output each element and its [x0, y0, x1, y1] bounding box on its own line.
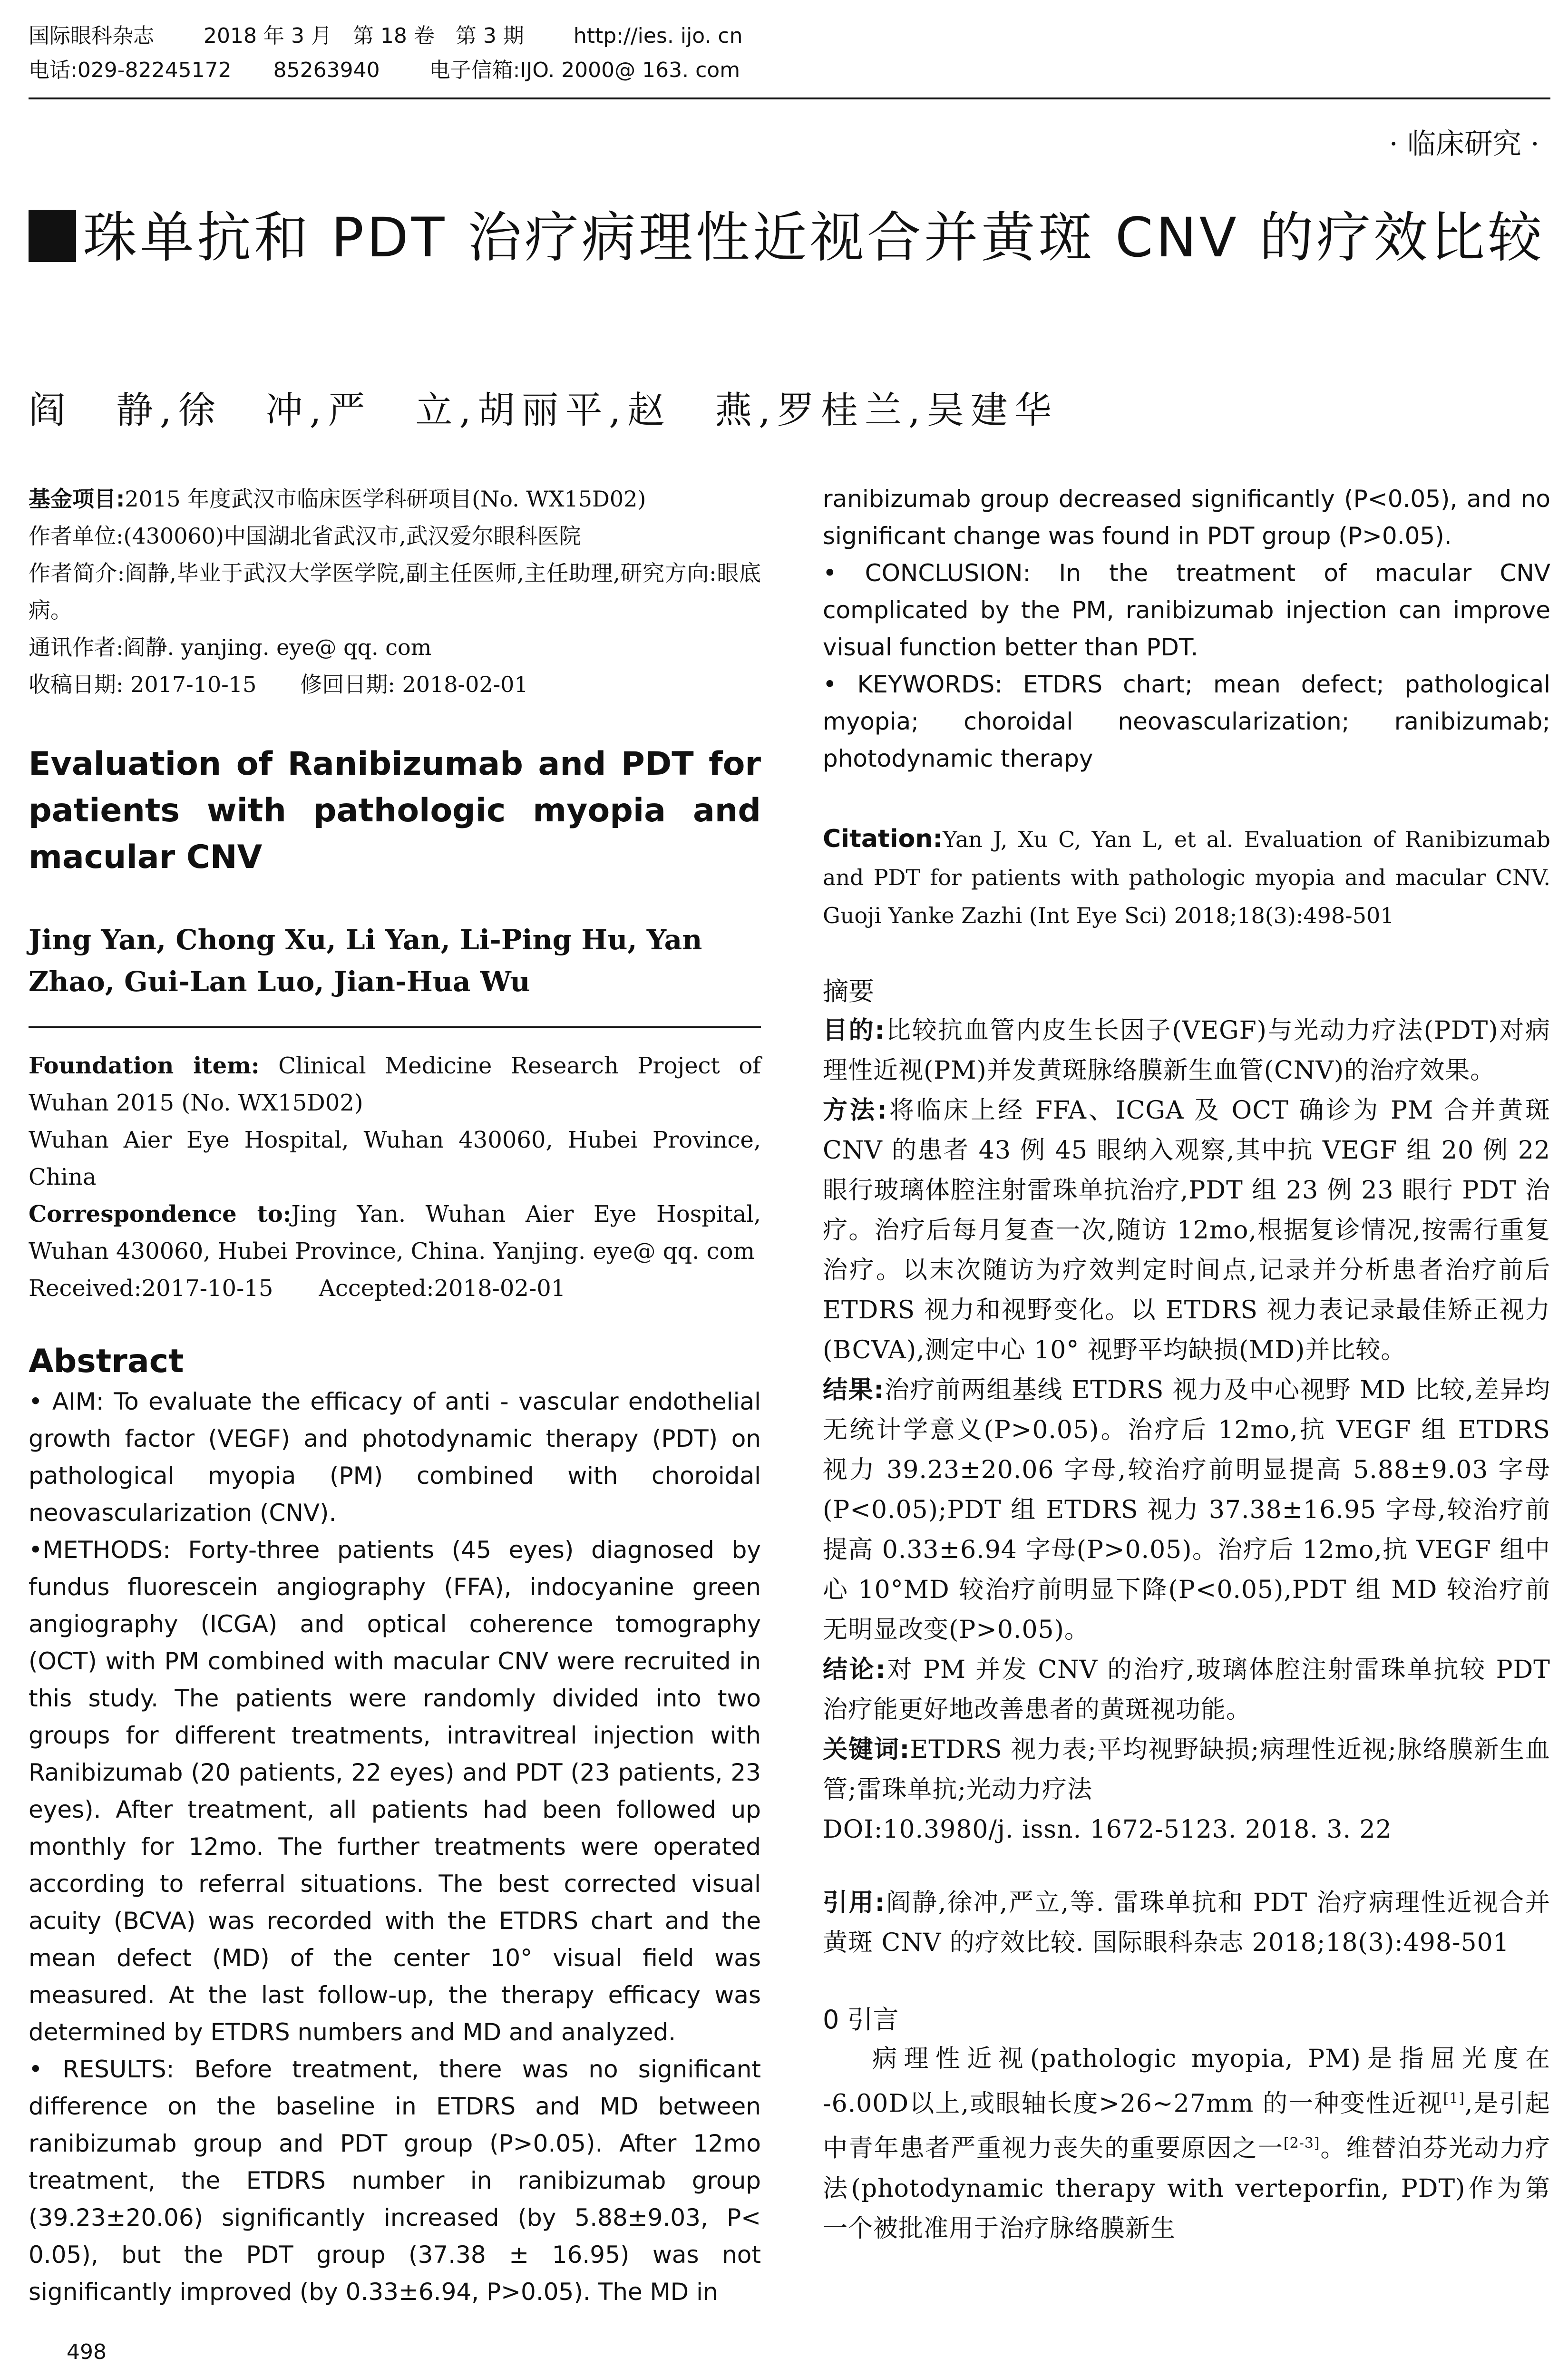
- abstract-aim: • AIM: To evaluate the efficacy of anti - vascular endothelial growth factor (VEGF) and photodynamic therapy (PDT) on pathological myopia (PM) combined with choroidal neovascularization (CNV).: [29, 1388, 761, 1527]
- fund-text: 2015 年度武汉市临床医学科研项目(No. WX15D02): [125, 486, 646, 512]
- concl-label: 结论:: [823, 1656, 886, 1684]
- english-title: Evaluation of Ranibizumab and PDT for patients with pathologic myopia and macular CNV: [29, 745, 761, 876]
- cn-citation-text: 阎静,徐冲,严立,等. 雷珠单抗和 PDT 治疗病理性近视合并黄斑 CNV 的疗效比较. 国际眼科杂志 2018;18(3):498-501: [823, 1889, 1550, 1957]
- result-text: 治疗前两组基线 ETDRS 视力及中心视野 MD 比较,差异均无统计学意义(P>0.05)。治疗后 12mo,抗 VEGF 组 ETDRS 视力 39.23±20.06 字母,较治疗前明显提高 5.88±9.03 字母(P<0.05);PDT 组 ETDRS 视力 37.38±16.95 字母,较治疗前提高 0.33±6.94 字母(P>0.05)。治疗后 12mo,抗 VEGF 组中心 10°MD 较治疗前明显下降(P<0.05),PDT 组 MD 较治疗前无明显改变(P>0.05)。: [823, 1376, 1551, 1644]
- ref-1[interactable]: [1]: [1443, 2090, 1465, 2107]
- ref-2-3[interactable]: [2-3]: [1283, 2135, 1320, 2152]
- journal-phone: 电话:029-82245172 85263940: [29, 58, 380, 82]
- left-column: [29, 480, 761, 2310]
- citation-label: Citation:: [823, 825, 943, 853]
- fund-label: 基金项目:: [29, 486, 125, 512]
- journal-name: 国际眼科杂志: [29, 24, 154, 48]
- abstract-en-cont: [823, 480, 1550, 777]
- abstract-results: • RESULTS: Before treatment, there was no significant difference on the baseline in ETDRS and MD between ranibizumab group and PDT group (P>0.05). After 12mo treatment, the ETDRS number in ranibizumab group (39.23±20.06) significantly increased (by 5.88±9.03, P< 0.05), but the PDT group (37.38 ± 16.95) was not significantly improved (by 0.33±6.94, P>0.05). The MD in: [29, 2056, 761, 2306]
- cn-abstract-heading: 摘要: [823, 976, 874, 1006]
- journal-issue: 2018 年 3 月 第 18 卷 第 3 期: [204, 24, 524, 48]
- foundation-block: [29, 1047, 761, 1307]
- abstract-methods: •METHODS: Forty-three patients (45 eyes) diagnosed by fundus fluorescein angiography (FFA), indocyanine green angiography (ICGA) and optical coherence tomography (OCT) with PM combined with macular CNV were recruited in this study. The patients were randomly divided into two groups for different treatments, intravitreal injection with Ranibizumab (20 patients, 22 eyes) and PDT (23 patients, 23 eyes). After treatment, all patients had been followed up monthly for 12mo. The further treatments were operated according to referral situations. The best corrected visual acuity (BCVA) was recorded with the ETDRS chart and the mean defect (MD) of the center 10° visual field was measured. At the last follow-up, the therapy efficacy was determined by ETDRS numbers and MD and analyzed.: [29, 1536, 761, 2046]
- page-number: 498: [67, 2340, 107, 2364]
- divider: [29, 1026, 761, 1028]
- abstract-heading: Abstract: [29, 1343, 184, 1380]
- method-label: 方法:: [823, 1096, 887, 1125]
- intro-body: [823, 2039, 1550, 2249]
- correspondence-text: Jing Yan. Wuhan Aier Eye Hospital, Wuhan 430060, Hubei Province, China. Yanjing. eye@ qq. com: [29, 1201, 761, 1265]
- abstract-conclusion: • CONCLUSION: In the treatment of macular CNV complicated by the PM, ranibizumab injection can improve visual function better than PDT.: [823, 559, 1550, 661]
- correspondence-label: Correspondence to:: [29, 1201, 292, 1227]
- received-dates: Received:2017-10-15 Accepted:2018-02-01: [29, 1275, 566, 1302]
- unit-text: 作者单位:(430060)中国湖北省武汉市,武汉爱尔眼科医院: [29, 523, 581, 549]
- title-text: 珠单抗和 PDT 治疗病理性近视合并黄斑 CNV 的疗效比较: [83, 206, 1545, 269]
- english-authors: Jing Yan, Chong Xu, Li Yan, Li-Ping Hu, Yan Zhao, Gui-Lan Luo, Jian-Hua Wu: [29, 924, 702, 998]
- abstract-keywords: • KEYWORDS: ETDRS chart; mean defect; pathological myopia; choroidal neovascularization; ranibizumab; photodynamic therapy: [823, 671, 1550, 772]
- kw-label: 关键词:: [823, 1735, 910, 1764]
- citation-en: [823, 820, 1550, 935]
- concl-text: 对 PM 并发 CNV 的治疗,玻璃体腔注射雷珠单抗较 PDT 治疗能更好地改善患者的黄斑视功能。: [823, 1656, 1550, 1724]
- abstract-results-cont: ranibizumab group decreased significantly (P<0.05), and no significant change was found in PDT group (P>0.05).: [823, 485, 1550, 550]
- cn-abstract: [823, 1011, 1550, 1850]
- method-text: 将临床上经 FFA、ICGA 及 OCT 确诊为 PM 合并黄斑 CNV 的患者 43 例 45 眼纳入观察,其中抗 VEGF 组 20 例 22 眼行玻璃体腔注射雷珠单抗治疗,PDT 组 23 例 23 眼行 PDT 治疗。治疗后每月复查一次,随访 12mo,根据复诊情况,按需行重复治疗。以末次随访为疗效判定时间点,记录并分析患者治疗前后 ETDRS 视力和视野变化。以 ETDRS 视力表记录最佳矫正视力(BCVA),测定中心 10° 视野平均缺损(MD)并比较。: [823, 1096, 1550, 1364]
- header-rule: [29, 97, 1550, 99]
- section-label: · 临床研究 ·: [1389, 127, 1539, 161]
- right-column: [823, 480, 1550, 2249]
- header-row-2: [29, 53, 1555, 88]
- kw-text: ETDRS 视力表;平均视野缺损;病理性近视;脉络膜新生血管;雷珠单抗;光动力疗法: [823, 1735, 1551, 1804]
- journal-email: 电子信箱:IJO. 2000@ 163. com: [429, 58, 740, 82]
- doi-text[interactable]: DOI:10.3980/j. issn. 1672-5123. 2018. 3. 22: [823, 1815, 1392, 1844]
- cn-meta: [29, 480, 761, 703]
- cn-citation-label: 引用:: [823, 1889, 886, 1917]
- intro-heading: 0 引言: [823, 2005, 899, 2035]
- page-title: [29, 195, 1550, 281]
- foundation-hospital: Wuhan Aier Eye Hospital, Wuhan 430060, Hubei Province, China: [29, 1127, 761, 1190]
- journal-header: [29, 19, 1555, 88]
- title-redacted-char: [29, 210, 76, 262]
- goal-label: 目的:: [823, 1016, 886, 1045]
- header-row-1: [29, 19, 1555, 53]
- intro-p1c: 。维替泊芬光动力疗法(photodynamic therapy with verteporfin, PDT)作为第一个被批准用于治疗脉络膜新生: [823, 2134, 1550, 2243]
- goal-text: 比较抗血管内皮生长因子(VEGF)与光动力疗法(PDT)对病理性近视(PM)并发黄斑脉络膜新生血管(CNV)的治疗效果。: [823, 1016, 1550, 1085]
- foundation-label: Foundation item:: [29, 1052, 260, 1079]
- bio-text: 作者简介:阎静,毕业于武汉大学医学院,副主任医师,主任助理,研究方向:眼底病。: [29, 560, 761, 623]
- journal-url[interactable]: http://ies. ijo. cn: [573, 24, 743, 48]
- foundation-text: Clinical Medicine Research Project of Wuhan 2015 (No. WX15D02): [29, 1052, 761, 1116]
- cn-citation: [823, 1883, 1550, 1963]
- abstract-en: [29, 1383, 761, 2310]
- dates-text: 收稿日期: 2017-10-15 修回日期: 2018-02-01: [29, 672, 528, 697]
- intro-p1b: ,是引起中青年患者严重视力丧失的重要原因之一: [823, 2089, 1551, 2163]
- citation-text: Yan J, Xu C, Yan L, et al. Evaluation of Ranibizumab and PDT for patients with pathologic myopia and macular CNV. Guoji Yanke Zazhi (Int Eye Sci) 2018;18(3):498-501: [823, 827, 1550, 928]
- author-list: 阎 静,徐 冲,严 立,胡丽平,赵 燕,罗桂兰,吴建华: [29, 389, 1058, 432]
- intro-p1a: 病理性近视(pathologic myopia, PM)是指屈光度在 -6.00D以上,或眼轴长度>26~27mm 的一种变性近视: [823, 2045, 1550, 2118]
- corr-text: 通讯作者:阎静. yanjing. eye@ qq. com: [29, 634, 432, 660]
- result-label: 结果:: [823, 1376, 885, 1404]
